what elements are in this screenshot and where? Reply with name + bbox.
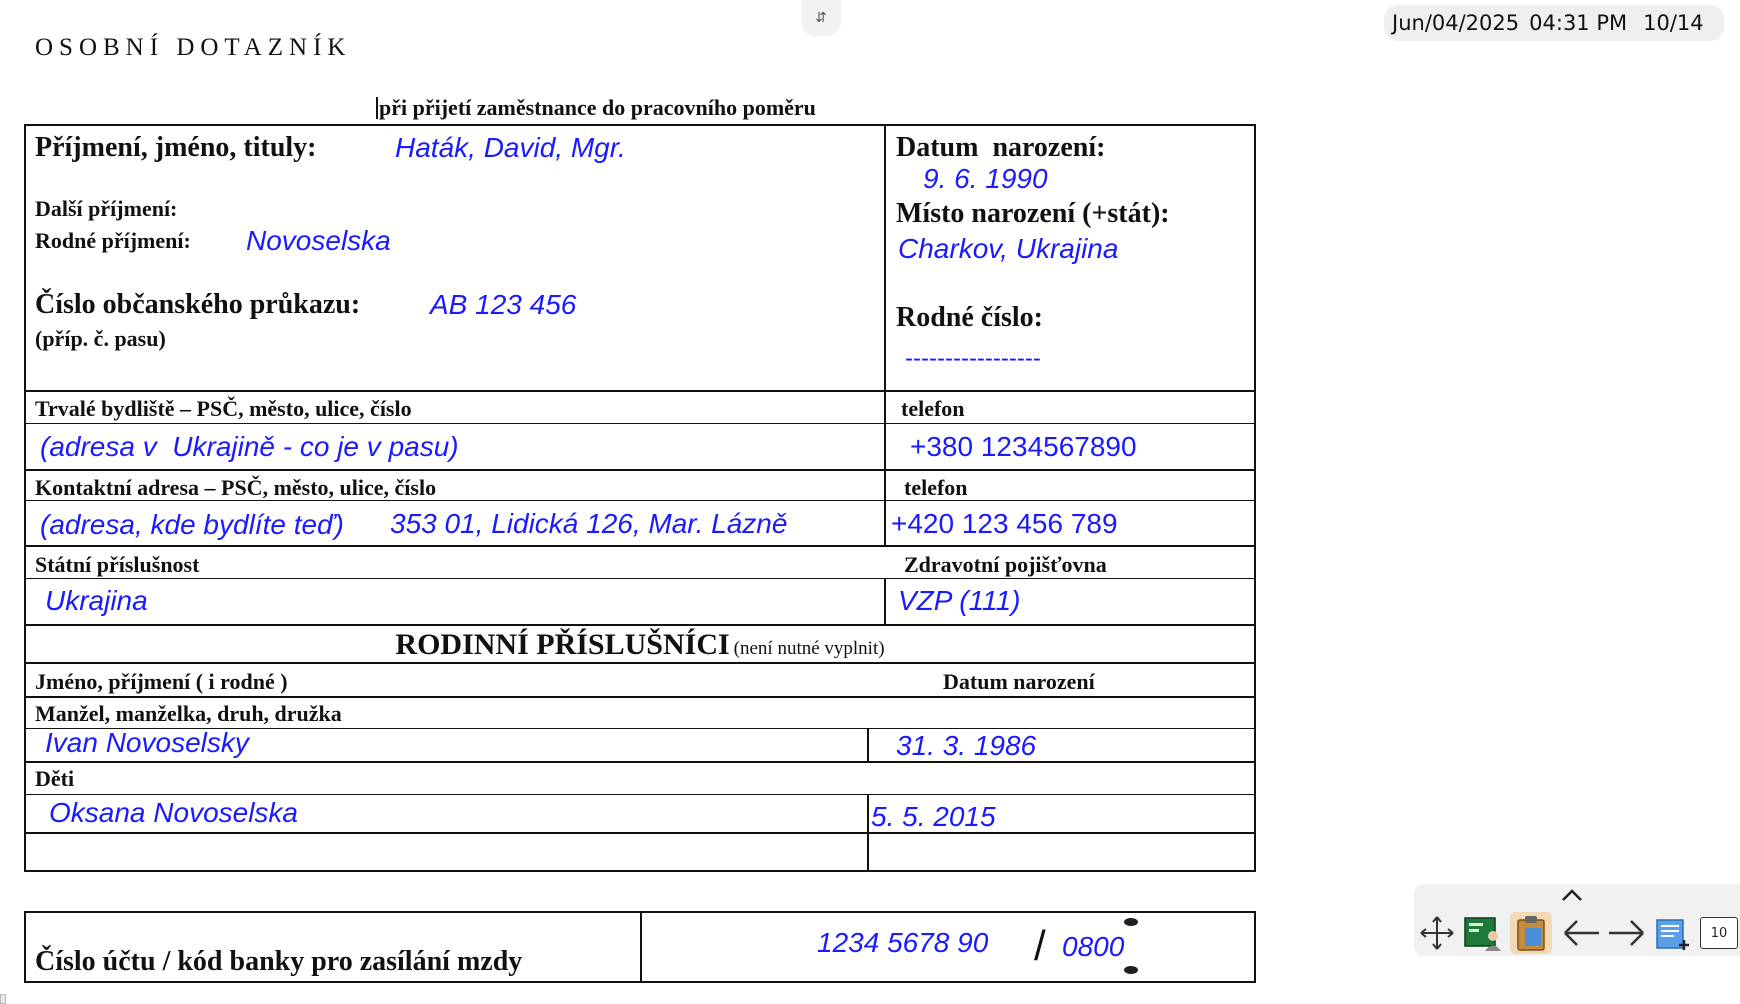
family-heading-note: (není nutné vyplnit): [733, 638, 885, 659]
resize-handle-bottom[interactable]: [1124, 966, 1138, 974]
contact-address-note[interactable]: (adresa, kde bydlíte teď): [40, 509, 344, 540]
contact-address-value[interactable]: 353 01, Lidická 126, Mar. Lázně: [390, 508, 788, 539]
id-label: Číslo občanského průkazu:: [35, 289, 361, 320]
bank-slash: /: [1034, 922, 1046, 969]
document-title: OSOBNÍ DOTAZNÍK: [35, 34, 352, 61]
birth-surname-label: Rodné příjmení:: [35, 228, 191, 253]
birth-number-label: Rodné číslo:: [896, 302, 1043, 333]
child-name[interactable]: Oksana Novoselska: [49, 797, 299, 828]
id-note: (příp. č. pasu): [35, 326, 166, 351]
swap-vertical-icon: ⇵: [815, 10, 827, 26]
clipboard-icon: [1514, 914, 1548, 952]
previous-page-button[interactable]: [1560, 912, 1602, 954]
phone-value-1[interactable]: +380 1234567890: [910, 431, 1137, 462]
phone-label-2: telefon: [904, 475, 968, 500]
arrow-right-icon: [1607, 918, 1647, 948]
citizenship-value[interactable]: Ukrajina: [45, 585, 148, 616]
pob-label: Místo narození (+stát):: [896, 198, 1170, 229]
page-thumbnail-icon: [1700, 917, 1738, 949]
toolbar-collapse-button[interactable]: [1554, 884, 1590, 906]
arrow-left-icon: [1561, 918, 1601, 948]
citizenship-label: Státní příslušnost: [35, 552, 200, 577]
phone-value-2[interactable]: +420 123 456 789: [891, 508, 1118, 539]
birth-number-value[interactable]: -----------------: [905, 345, 1041, 372]
floating-toolbar: [1414, 884, 1740, 956]
birth-surname-value[interactable]: Novoselska: [246, 225, 391, 256]
spouse-name[interactable]: Ivan Novoselsky: [45, 727, 249, 758]
next-page-button[interactable]: [1606, 912, 1648, 954]
bank-account-value[interactable]: 1234 5678 90: [817, 927, 989, 958]
name-value[interactable]: Haták, David, Mgr.: [395, 132, 626, 163]
id-value[interactable]: AB 123 456: [430, 289, 577, 320]
bank-label: Číslo účtu / kód banky pro zasílání mzdy: [35, 946, 523, 977]
bank-code-value[interactable]: 0800: [1062, 931, 1125, 962]
status-page: 10/14: [1643, 11, 1704, 35]
children-label: Děti: [35, 766, 75, 791]
page-corner-marker: [0, 994, 6, 1004]
form-subtitle: při přijetí zaměstnance do pracovního poměru: [376, 97, 816, 119]
other-surname-label: Další příjmení:: [35, 196, 178, 221]
family-col-name: Jméno, příjmení ( i rodné ): [35, 669, 288, 694]
chevron-up-icon: [1560, 888, 1584, 902]
contact-address-label: Kontaktní adresa – PSČ, město, ulice, číslo: [35, 475, 437, 500]
status-date: Jun/04/2025: [1392, 11, 1520, 35]
page-thumbnail-label: 10: [1710, 925, 1728, 941]
dob-value[interactable]: 9. 6. 1990: [923, 163, 1048, 194]
collapse-handle[interactable]: [801, 0, 841, 36]
family-heading-text: RODINNÍ PŘÍSLUŠNÍCI: [395, 628, 730, 661]
status-time: 04:31 PM: [1529, 11, 1628, 35]
page-thumbnail-button[interactable]: [1698, 912, 1740, 954]
dob-label: Datum narození:: [896, 132, 1106, 163]
permanent-address-value[interactable]: (adresa v Ukrajině - co je v pasu): [40, 431, 459, 462]
child-dob[interactable]: 5. 5. 2015: [871, 801, 996, 832]
family-heading: [0, 628, 1280, 662]
spouse-label: Manžel, manželka, druh, družka: [35, 701, 342, 726]
move-button[interactable]: [1416, 912, 1458, 954]
add-page-icon: [1654, 914, 1692, 952]
status-pill: [1384, 5, 1724, 41]
insurance-label: Zdravotní pojišťovna: [904, 552, 1107, 577]
name-label: Příjmení, jméno, tituly:: [35, 132, 317, 163]
presenter-icon: [1463, 914, 1503, 952]
permanent-address-label: Trvalé bydliště – PSČ, město, ulice, číslo: [35, 396, 412, 421]
pob-value[interactable]: Charkov, Ukrajina: [898, 233, 1119, 264]
insurance-value[interactable]: VZP (111): [898, 585, 1021, 616]
add-page-button[interactable]: [1652, 912, 1694, 954]
presenter-button[interactable]: [1462, 912, 1504, 954]
resize-handle-top[interactable]: [1124, 918, 1138, 926]
phone-label-1: telefon: [901, 396, 965, 421]
clipboard-button[interactable]: [1510, 912, 1552, 954]
spouse-dob[interactable]: 31. 3. 1986: [896, 730, 1037, 761]
move-icon: [1418, 914, 1456, 952]
family-col-dob: Datum narození: [943, 669, 1095, 694]
